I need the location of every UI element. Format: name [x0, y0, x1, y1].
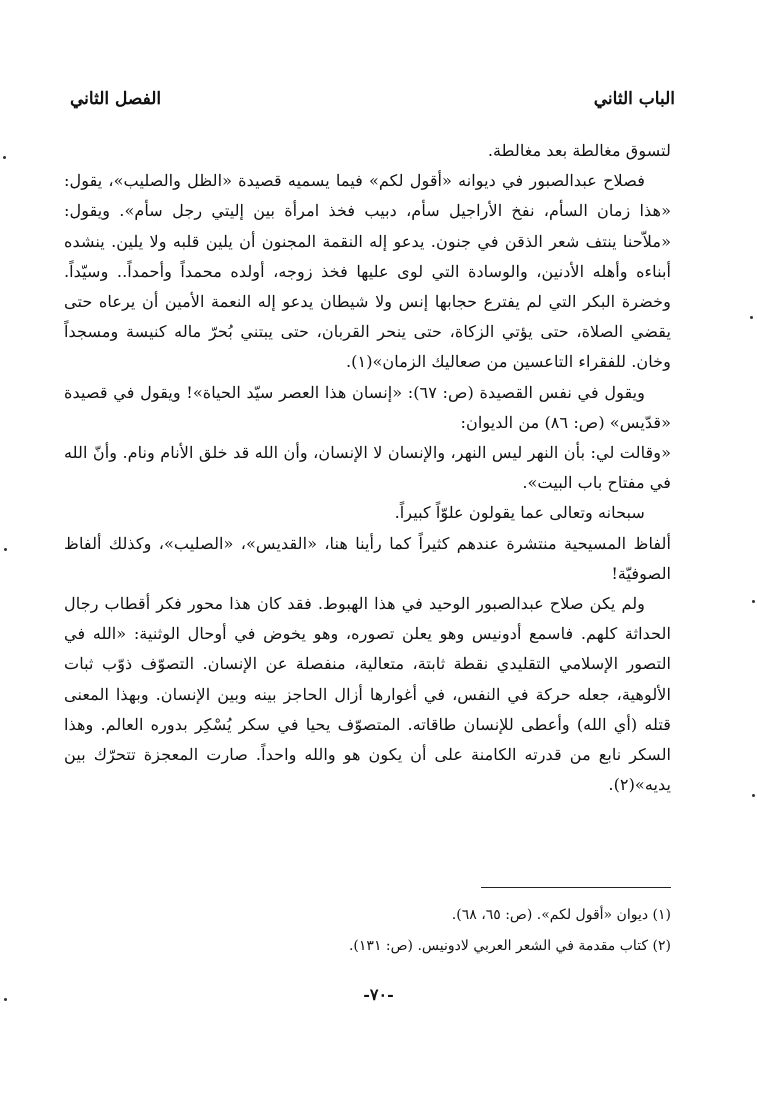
- paragraph-5: سبحانه وتعالى عما يقولون علوّاً كبيراً.: [394, 503, 645, 523]
- paragraph-6: ألفاظ المسيحية منتشرة عندهم كثيراً كما رأينا هنا، «القديس»، «الصليب»، وكذلك ألفاظ الصوفيّة!: [64, 533, 671, 583]
- chapter-title: الباب الثاني: [593, 89, 675, 109]
- paragraph-4-quote: «وقالت لي: بأن النهر ليس النهر، والإنسان لا الإنسان، وأن الله قد خلق الأنام ونام. وأنّ الله في مفتاح باب البيت».: [64, 443, 671, 493]
- footnote-2: (٢) كتاب مقدمة في الشعر العربي لادونيس. (ص: ١٣١).: [348, 938, 671, 954]
- scan-speck: [752, 794, 755, 797]
- page-number: -٧٠-: [363, 985, 394, 1004]
- section-title: الفصل الثاني: [70, 89, 162, 109]
- scan-speck: [4, 548, 7, 551]
- scan-speck: [750, 316, 753, 319]
- footnote-divider: [481, 887, 671, 888]
- scan-speck: [3, 156, 6, 159]
- paragraph-7: ولم يكن صلاح عبدالصبور الوحيد في هذا الهبوط. فقد كان هذا محور فكر أقطاب رجال الحداثة كلهم. فاسمع أدونيس وهو يعلن تصوره، وهو يخوض في أوحال الوثنية: «الله في التصور الإسلامي التقليدي نقطة ثابتة، متعالية، منفصلة عن الإنسان. التصوّف ذوّب ثبات الألوهية، جعله حركة في النفس، في أغوارها أزال الحاجز بينه وبين الإنسان. وبهذا المعنى قتله (أي الله) وأعطى للإنسان طاقاته. المتصوّف يحيا في سكر يُسْكِر بدوره العالم. وهذا السكر نابع من قدرته الكامنة على أن يكون هو والله واحداً. صارت المعجزة تتحرّك بين يديه»(٢).: [64, 594, 671, 795]
- footnotes: [120, 900, 671, 962]
- main-text: [64, 136, 671, 800]
- running-header: [70, 86, 675, 112]
- paragraph-2: فصلاح عبدالصبور في ديوانه «أقول لكم» فيما يسميه قصيدة «الظل والصليب»، يقول: «هذا زمان السأم، نفخ الأراجيل سأم، دبيب فخذ امرأة بين إليتي رجل سأم». ويقول: «ملاّحنا ينتف شعر الذقن في جنون. يدعو إله النقمة المجنون أن يلين قلبه ولا يلين. ينشده أبناءه وأهله الأدنين، والوسادة التي لوى عليها فخذ زوجه، أولده محمداً وأحمداً.. وسيّداً. وخضرة البكر التي لم يفترع حجابها إنس ولا شيطان يدعو إله النعمة الأمين أن يرعاه حتى يقضي الصلاة، حتى يؤتي الزكاة، حتى ينحر القربان، حتى يبتني بُحرّ ماله كنيسة ومسجداً وخان. للفقراء التاعسين من صعاليك الزمان»(١).: [64, 171, 671, 372]
- scan-speck: [752, 600, 755, 603]
- paragraph-1: لتسوق مغالطة بعد مغالطة.: [487, 141, 671, 160]
- footnote-1: (١) ديوان «أقول لكم». (ص: ٦٥، ٦٨).: [451, 907, 671, 923]
- paragraph-3: ويقول في نفس القصيدة (ص: ٦٧): «إنسان هذا العصر سيّد الحياة»! ويقول في قصيدة «قدّيس» (ص: ٨٦) من الديوان:: [64, 382, 671, 432]
- scan-speck: [4, 998, 7, 1001]
